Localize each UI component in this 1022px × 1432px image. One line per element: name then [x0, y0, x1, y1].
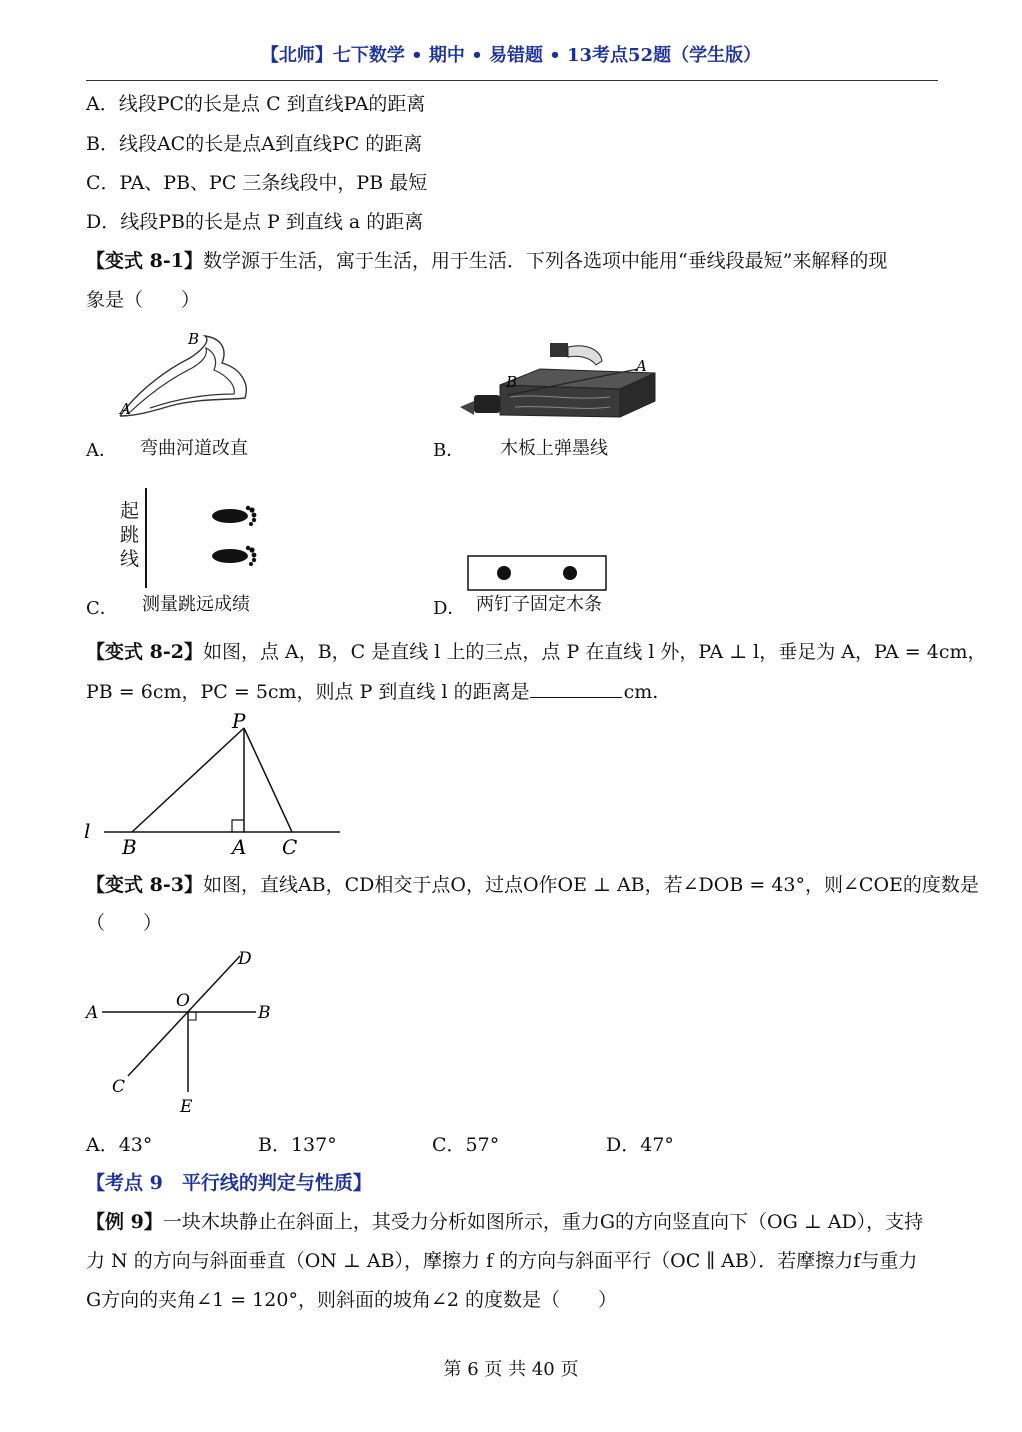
q82-text1: 如图，点 A，B，C 是直线 l 上的三点，点 P 在直线 l 外，PA ⊥ l，垂足为 A，PA = 4cm，	[202, 641, 987, 663]
q81-line1	[86, 249, 887, 273]
q83-option-a: A．43°	[86, 1134, 153, 1156]
answer-blank[interactable]	[530, 679, 622, 698]
board-figure	[460, 335, 660, 425]
label-a-83: A	[86, 1003, 99, 1023]
left-hand	[460, 401, 474, 415]
right-angle-mark-o	[188, 1012, 196, 1020]
label-b-83: B	[258, 1003, 271, 1023]
q82-unit: cm.	[623, 681, 659, 703]
river-label-a: A	[120, 400, 131, 418]
right-angle-mark	[232, 820, 244, 832]
q83-line2: （ ）	[86, 912, 163, 934]
q83-option-d: D．47°	[606, 1134, 674, 1156]
right-hand	[568, 346, 602, 365]
q83-option-c: C．57°	[432, 1134, 500, 1156]
header-divider	[86, 80, 938, 81]
footprint-upper	[212, 506, 256, 526]
ex9-line2: 力 N 的方向与斜面垂直（ON ⊥ AB），摩擦力 f 的方向与斜面平行（OC ∥ AB）．若摩擦力f与重力	[86, 1250, 918, 1272]
fig-b-letter: B．	[433, 440, 465, 461]
jump-figure	[140, 486, 270, 590]
jump-side-3: 线	[120, 548, 140, 570]
fig-d-caption: 两钉子固定木条	[476, 594, 602, 615]
q82-text2: PB = 6cm，PC = 5cm，则点 P 到直线 l 的距离是	[86, 681, 530, 703]
nail-2	[563, 566, 577, 580]
fig-b-caption: 木板上弹墨线	[500, 438, 608, 459]
intersect-figure	[80, 944, 290, 1120]
q81-text1: 数学源于生活，寓于生活，用于生活．下列各选项中能用“垂线段最短”来解释的现	[202, 250, 888, 272]
label-a: A	[232, 835, 247, 858]
ex9-line3: G方向的夹角∠1 = 120°，则斜面的坡角∠2 的度数是（ ）	[86, 1289, 617, 1311]
page-header: 【北师】七下数学 • 期中 • 易错题 • 13考点52题（学生版）	[260, 45, 762, 66]
option-d-prev: D．线段PB的长是点 P 到直线 a 的距离	[86, 211, 424, 233]
right-sleeve	[550, 343, 568, 357]
option-a-prev: A．线段PC的长是点 C 到直线PA的距离	[86, 93, 426, 115]
triangle-figure	[80, 708, 360, 858]
board-label-a: A	[636, 357, 647, 375]
wood-strip	[468, 556, 606, 590]
board-front	[500, 385, 620, 417]
nails-figure	[466, 554, 610, 594]
footprint-lower	[212, 546, 256, 566]
label-b: B	[122, 835, 137, 858]
fig-a-caption: 弯曲河道改直	[140, 438, 248, 459]
q82-tag: 【变式 8-2】	[86, 641, 203, 663]
option-c-prev: C．PA、PB、PC 三条线段中，PB 最短	[86, 172, 428, 194]
q82-line1	[86, 640, 986, 664]
ink-pot	[474, 395, 500, 413]
q83-text1: 如图，直线AB，CD相交于点O，过点O作OE ⊥ AB，若∠DOB = 43°，则∠COE的度数是	[202, 874, 979, 896]
river-figure	[110, 328, 260, 428]
jump-side-2: 跳	[120, 524, 140, 546]
nail-1	[497, 566, 511, 580]
q81-line2: 象是（ ）	[86, 289, 201, 311]
fig-d-letter: D．	[433, 598, 466, 619]
fig-c-caption: 测量跳远成绩	[142, 594, 250, 615]
option-b-prev: B．线段AC的长是点A到直线PC 的距离	[86, 133, 423, 155]
label-c: C	[282, 835, 298, 858]
fig-a-letter: A．	[86, 440, 117, 461]
ex9-text1: 一块木块静止在斜面上，其受力分析如图所示，重力G的方向竖直向下（OG ⊥ AD），支持	[162, 1211, 924, 1233]
q82-line2	[86, 679, 658, 704]
line-cd	[128, 956, 240, 1076]
label-p: P	[232, 709, 246, 733]
segment-pc	[244, 728, 292, 832]
river-label-b: B	[188, 330, 200, 348]
jump-side-1: 起	[120, 500, 140, 522]
ex9-tag: 【例 9】	[86, 1211, 163, 1233]
segment-pb	[132, 728, 244, 832]
q83-option-b: B．137°	[258, 1134, 337, 1156]
label-l: l	[84, 819, 91, 843]
board-label-b: B	[506, 373, 518, 391]
fig-c-letter: C．	[86, 598, 118, 619]
q81-tag: 【变式 8-1】	[86, 250, 203, 272]
q83-tag: 【变式 8-3】	[86, 874, 203, 896]
section-9-title: 【考点 9 平行线的判定与性质】	[86, 1172, 372, 1194]
label-d-83: D	[238, 949, 252, 969]
ex9-line1	[86, 1210, 923, 1234]
q83-line1	[86, 873, 979, 897]
page-footer: 第 6 页 共 40 页	[443, 1359, 579, 1380]
label-c-83: C	[112, 1077, 126, 1097]
label-o-83: O	[176, 991, 190, 1011]
label-e-83: E	[180, 1097, 193, 1117]
